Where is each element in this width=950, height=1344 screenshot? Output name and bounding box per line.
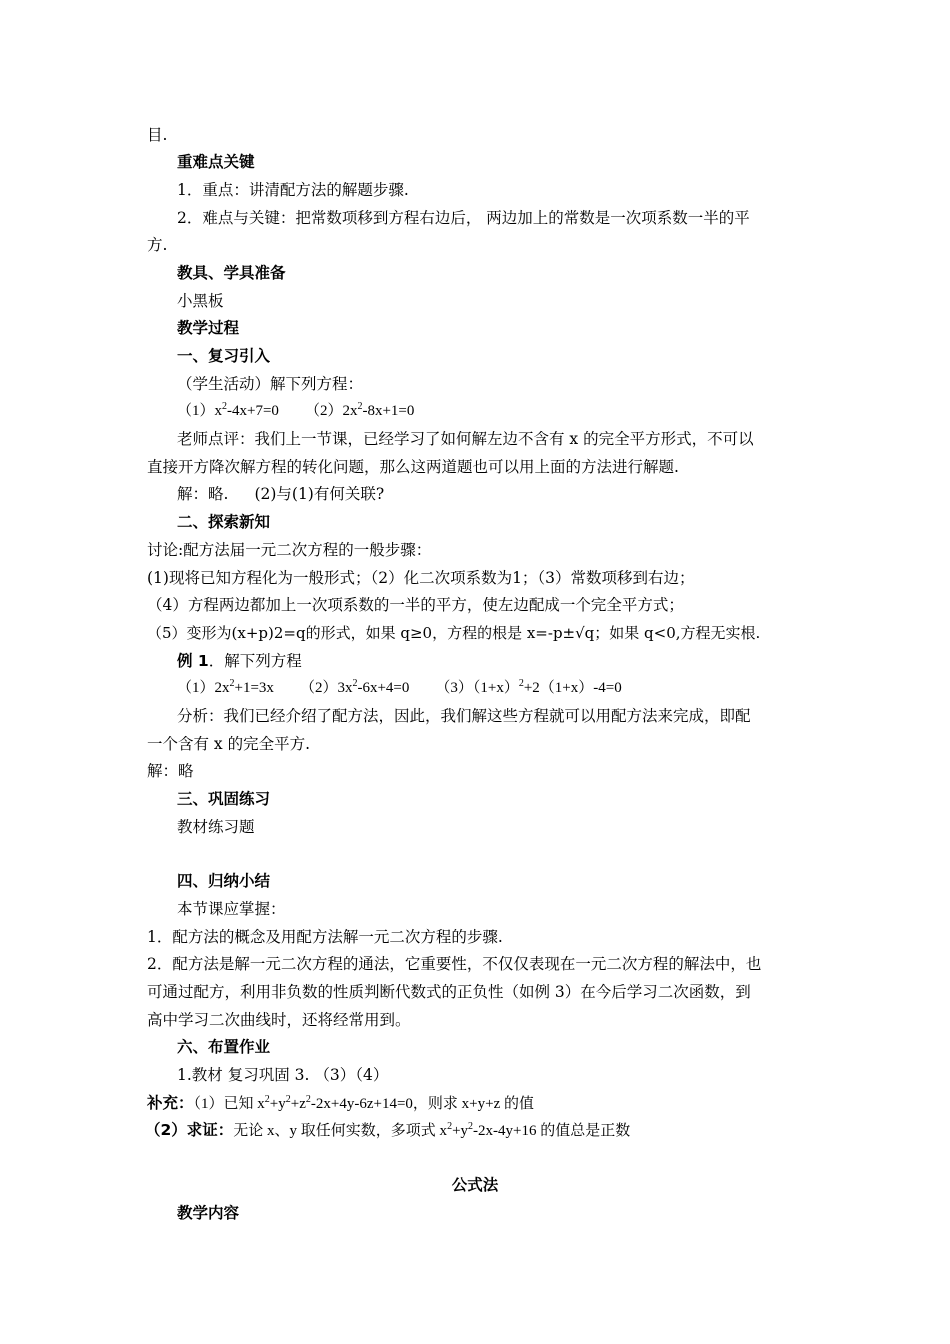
text-line: 1．重点：讲清配方法的解题步骤. (177, 181, 409, 199)
text-line: 2．配方法是解一元二次方程的通法，它重要性，不仅仅表现在一元二次方程的解法中，也 (147, 955, 762, 973)
heading-key-points: 重难点关键 (177, 153, 255, 171)
text-line: 1．配方法的概念及用配方法解一元二次方程的步骤. (147, 928, 503, 946)
text-line: 2．难点与关键：把常数项移到方程右边后， 两边加上的常数是一次项系数一半的平 (177, 209, 750, 227)
example-heading: 例 1．解下列方程 (177, 652, 302, 670)
supplement-2: （2）求证：无论 x、y 取任何实数，多项式 $x^2+y^2-2x-4y+16$ 的值总是正数 (145, 1121, 631, 1139)
heading-process: 教学过程 (177, 319, 240, 337)
text-line: 一个含有 x 的完全平方. (147, 735, 311, 753)
text-line: 讨论:配方法届一元二次方程的一般步骤： (147, 541, 432, 559)
heading-materials: 教具、学具准备 (177, 264, 286, 282)
text-line: 老师点评：我们上一节课，已经学习了如何解左边不含有 x 的完全平方形式，不可以 (177, 430, 754, 448)
text-line: (1)现将已知方程化为一般形式；（2）化二次项系数为1；（3）常数项移到右边； (147, 569, 695, 587)
supplement-1: 补充：（1）已知 $x^2+y^2+z^2-2x+4y-6z+14=0$，则求 x+y+z 的值 (147, 1094, 534, 1112)
text-line: （学生活动）解下列方程： (177, 375, 364, 393)
text-line: （5）变形为(x+p)2=q的形式，如果 q≥0，方程的根是 x=-p±√q；如果 q<0,方程无实根. (147, 624, 761, 642)
text-line: （4）方程两边都加上一次项系数的一半的平方，使左边配成一个完全平方式； (147, 596, 684, 614)
text-line: 1.教材 复习巩固 3. （3）（4） (177, 1066, 389, 1084)
heading-review: 一、复习引入 (177, 347, 271, 365)
text-line: 直接开方降次解方程的转化问题，那么这两道题也可以用上面的方法进行解题. (147, 458, 679, 476)
text-line: 高中学习二次曲线时，还将经常用到。 (147, 1011, 411, 1029)
review-equations: $(1)x^2-4x+7=0$ $(2)2x^2-8x+1=0$ (177, 401, 415, 419)
section-title: 公式法 (451, 1176, 499, 1194)
heading-practice: 三、巩固练习 (177, 790, 271, 808)
text-line: 方. (147, 236, 168, 254)
text-line: 小黑板 (177, 292, 224, 310)
text-line: 解：略 (147, 762, 194, 780)
heading-content: 教学内容 (177, 1204, 240, 1222)
text-line: 目. (147, 126, 168, 144)
text-line: 可通过配方，利用非负数的性质判断代数式的正负性（如例 3）在今后学习二次函数，到 (147, 983, 751, 1001)
example-equations: $(1)2x^2+1=3x$ $(2)3x^2-6x+4=0$ $(3)(1+x)^2+2(1+x)-4=0$ (177, 678, 622, 696)
text-line: 解：略. (2)与(1)有何关联? (177, 485, 385, 503)
heading-summary: 四、归纳小结 (177, 872, 271, 890)
heading-explore: 二、探索新知 (177, 513, 271, 531)
heading-homework: 六、布置作业 (177, 1038, 271, 1056)
text-line: 分析：我们已经介绍了配方法，因此，我们解这些方程就可以用配方法来完成，即配 (177, 707, 751, 725)
text-line: 本节课应掌握： (177, 900, 286, 918)
text-line: 教材练习题 (177, 818, 255, 836)
